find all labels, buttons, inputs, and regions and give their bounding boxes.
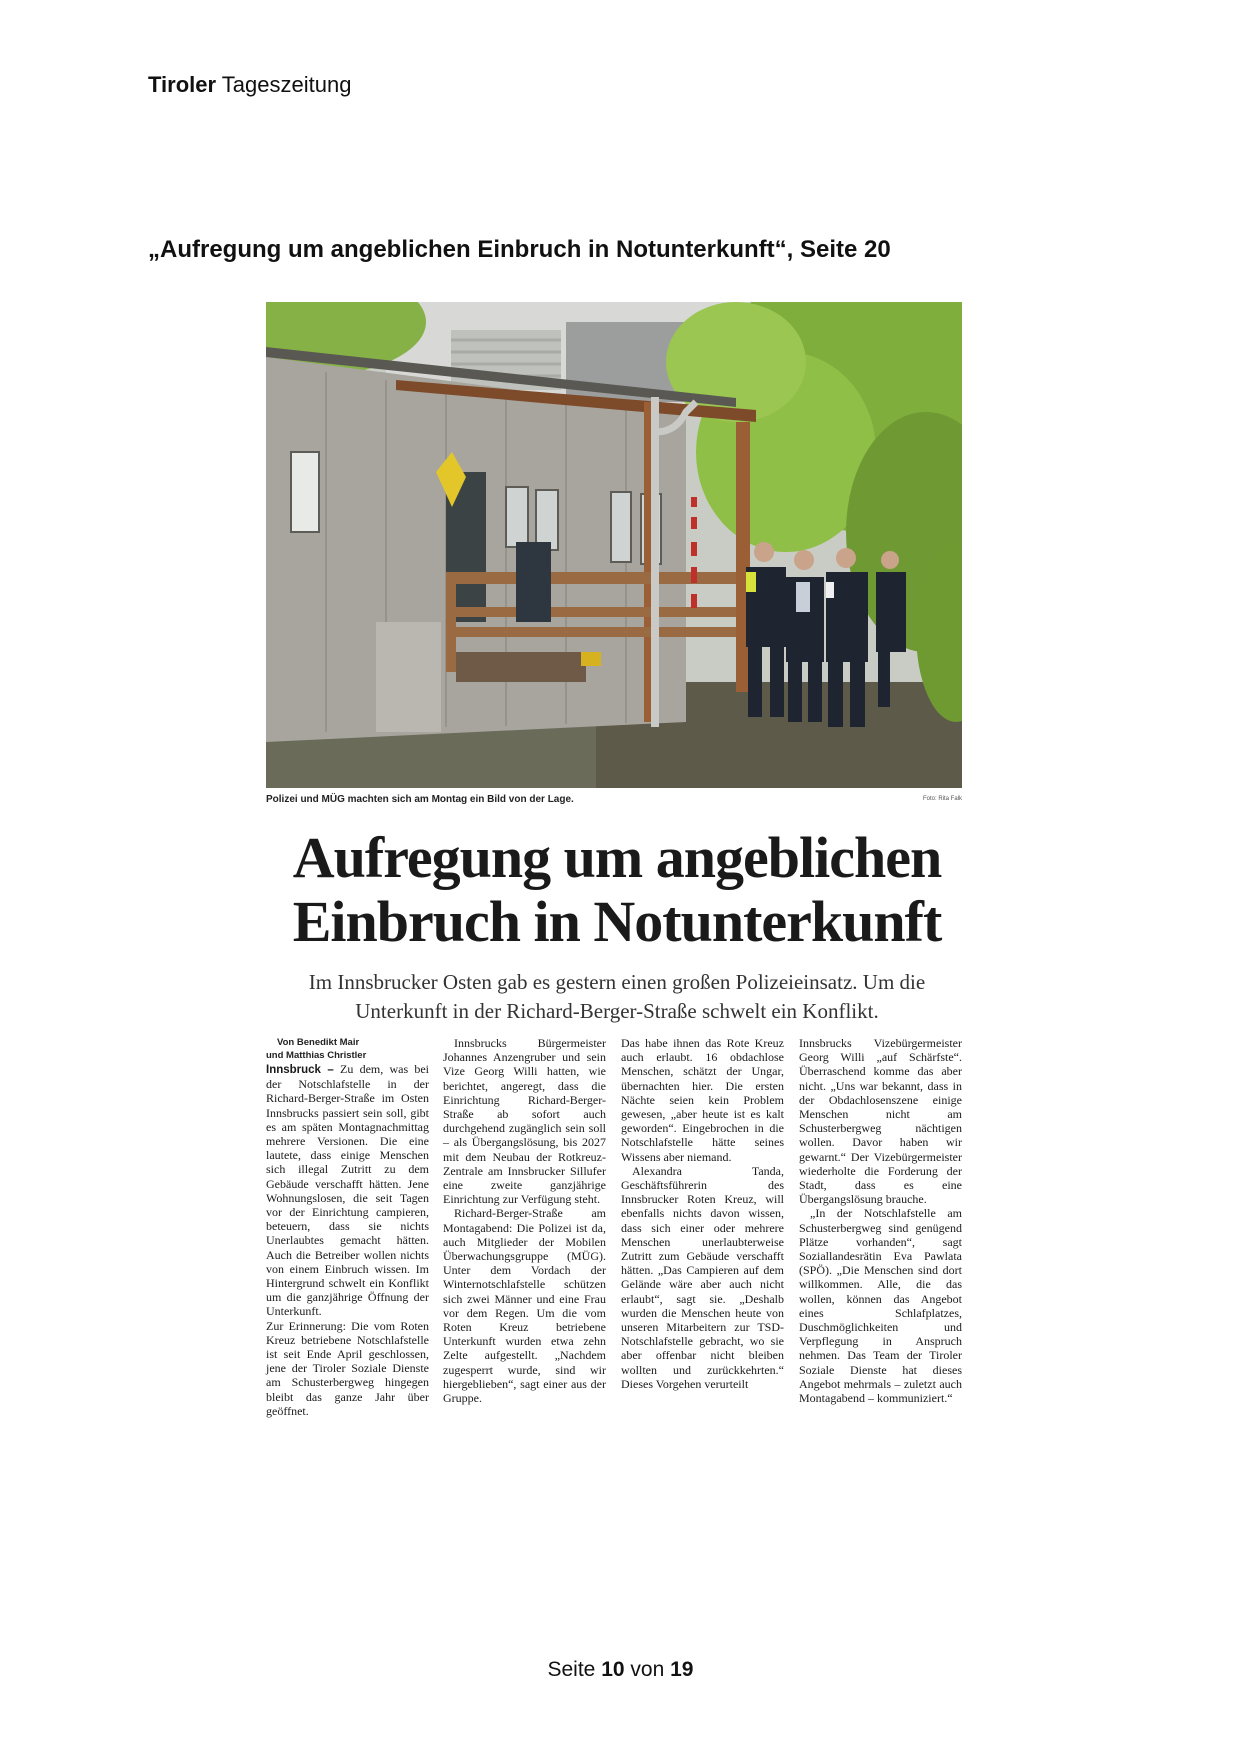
article-column-1 — [266, 1036, 429, 1418]
publication-name-bold: Tiroler — [148, 72, 217, 97]
byline-line-2: und Matthias Christler — [266, 1050, 367, 1061]
paragraph: Richard-Berger-Straße am Montagabend: Die Polizei ist da, auch Mitglieder der Mobilen Überwachungsgruppe (MÜG). Unter dem Vordach der Winternotschlafstelle schützen sich zwei Männer und eine Frau vor dem Regen. Um die vom Roten Kreuz betriebene Unterkunft wurden etwa zehn Zelte aufgestellt. „Nachdem zugesperrt wurde, sind wir hiergeblieben“, sagt einer aus der Gruppe. — [443, 1206, 606, 1406]
page-number-prefix: Seite — [547, 1658, 596, 1681]
clip-title: „Aufregung um angeblichen Einbruch in Notunterkunft“, Seite 20 — [148, 236, 891, 263]
dateline: Innsbruck – — [266, 1064, 334, 1076]
page-number — [0, 1658, 1241, 1682]
article-column-2 — [443, 1036, 606, 1405]
paragraph: Alexandra Tanda, Geschäftsführerin des Innsbrucker Roten Kreuz, will ebenfalls nichts davon wissen, dass sich einer oder mehrere Menschen unerlaubterweise Zutritt zum Gebäude verschafft hätten. „Das Campieren auf dem Gelände wäre aber auch nicht erlaubt“, sagt sie. „Deshalb wurden die Menschen heute von unseren Mitarbeitern zur TSD-Notschlafstelle gebracht, wo sie aber offenbar nicht bleiben wollten und zurückkehrten.“ Dieses Vorgehen verurteilt — [621, 1163, 784, 1391]
byline-line-1: Von Benedikt Mair — [277, 1037, 360, 1048]
paragraph: Innsbrucks Bürgermeister Johannes Anzengruber und sein Vize Georg Willi hatten, wie berichtet, angeregt, dass die Einrichtung Richard-Berger-Straße ab sofort auch durchgehend zugänglich sein soll – als Übergangslösung, bis 2027 mit dem Neubau der Rotkreuz-Zentrale am Innsbrucker Sillufer eine zweite ganzjährige Einrichtung zur Verfügung steht. — [443, 1036, 606, 1207]
article-standfirst: Im Innsbrucker Osten gab es gestern einen großen Polizeieinsatz. Um die Unterkunft in der Richard-Berger-Straße schwelt ein Konflikt. — [308, 970, 926, 1023]
photo-caption — [266, 794, 962, 810]
paragraph: Innsbrucks Vizebürgermeister Georg Willi „auf Schärfste“. Überraschend komme das aber nicht. „Uns war bekannt, dass in der Obdachlosenszene einige Menschen nicht am Schusterbergweg nächtigen wollen. Davor haben wir gewarnt.“ Der Vizebürgermeister wiederholte die Forderung der Stadt, dass es eine Übergangslösung brauche. — [799, 1036, 962, 1207]
photo-caption-text: Polizei und MÜG machten sich am Montag ein Bild von der Lage. — [266, 794, 574, 805]
page-number-total: 19 — [670, 1658, 694, 1681]
photo-credit: Foto: Rita Falk — [922, 796, 962, 802]
paragraph: Das habe ihnen das Rote Kreuz auch erlaubt. 16 obdachlose Menschen, schätzt der Ungar, übernachten hier. Die ersten Nächte seien kein Problem gewesen, „aber heute ist es kalt geworden“. Eingebrochen in die Notschlafstelle hätte seines Wissens aber niemand. — [621, 1036, 784, 1164]
page-number-middle: von — [630, 1658, 665, 1681]
article-photo — [266, 302, 962, 788]
article-headline — [266, 826, 968, 954]
byline — [266, 1036, 429, 1062]
headline-line-2: Einbruch in Notunterkunft — [292, 889, 942, 954]
headline-line-1: Aufregung um angeblichen — [292, 825, 942, 890]
article-column-3 — [621, 1036, 784, 1391]
publication-name — [148, 72, 351, 98]
publication-name-rest: Tageszeitung — [221, 72, 352, 97]
paragraph — [266, 1062, 429, 1319]
article-column-4 — [799, 1036, 962, 1405]
paragraph-text: Zu dem, was bei der Notschlafstelle in der Richard-Berger-Straße im Osten Innsbrucks passiert sein soll, gibt es am späten Montagnachmittag mehrere Versionen. Die eine lautete, dass einige Menschen sich illegal Zutritt zu dem Gebäude verschafft hätten. Jene Wohnungslosen, die seit Tagen vor der Einrichtung campieren, beteuern, dass sie nichts Unerlaubtes gemacht hätten. Auch die Betreiber wollen nichts von einem Einbruch wissen. Im Hintergrund schwelt ein Konflikt um die ganzjährige Öffnung der Unterkunft. — [266, 1062, 430, 1319]
page-number-current: 10 — [601, 1658, 625, 1681]
paragraph: Zur Erinnerung: Die vom Roten Kreuz betriebene Notschlafstelle ist seit Ende April geschlossen, jene der Tiroler Soziale Dienste am Schusterbergweg hingegen bleibt das ganze Jahr über geöffnet. — [266, 1318, 429, 1418]
paragraph: „In der Notschlafstelle am Schusterbergweg sind genügend Plätze vorhanden“, sagt Soziallandesrätin Eva Pawlata (SPÖ). „Die Menschen sind dort willkommen. Alle, die das wollen, können das Angebot eines Schlafplatzes, Duschmöglichkeiten und Verpflegung in Anspruch nehmen. Das Team der Tiroler Soziale Dienste hat dieses Angebot mehrmals – zuletzt auch Montagabend – kommuniziert.“ — [799, 1206, 962, 1406]
